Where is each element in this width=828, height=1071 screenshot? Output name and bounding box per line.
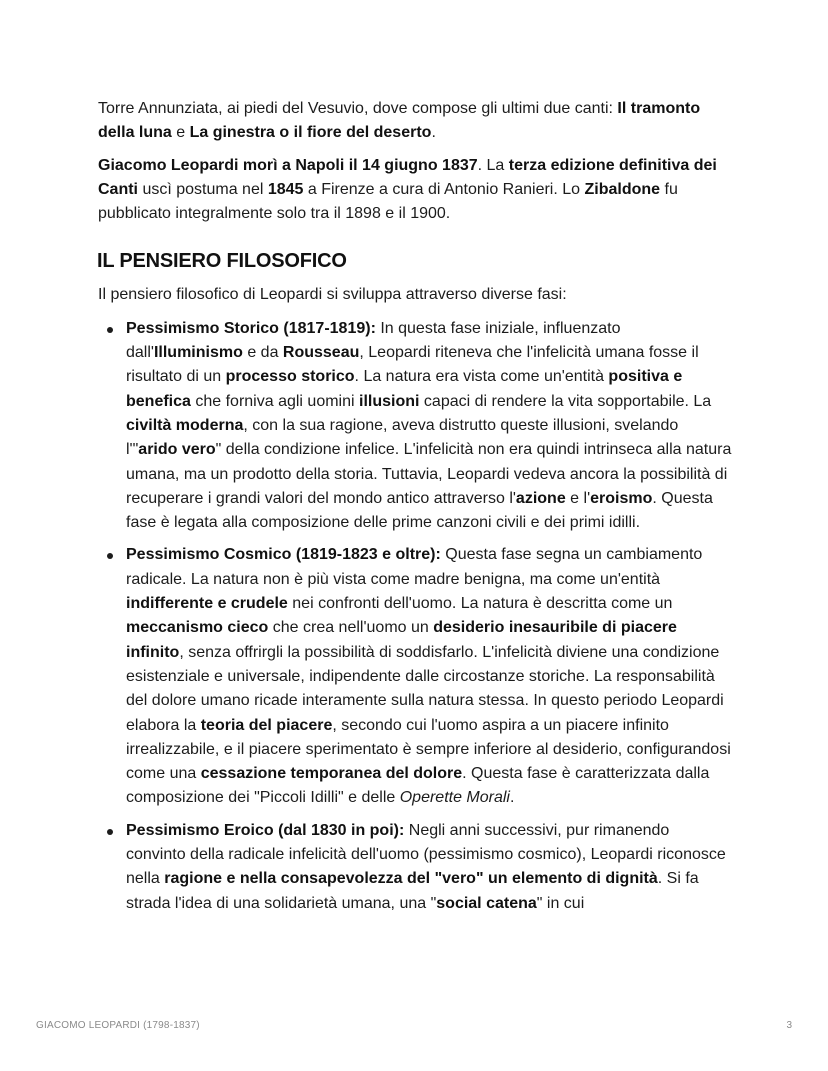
text-run: nei confronti dell'uomo. La natura è descritta come un (287, 595, 673, 613)
bold-text: terza edizione definitiva dei Canti (98, 156, 717, 198)
text-run: . Questa fase è legata alla composizione delle prime canzoni civili e dei primi idilli. (126, 489, 713, 532)
list-item-pessimismo-storico (98, 317, 732, 536)
text-run: . Si fa strada l'idea di una solidarietà umana, una " (126, 870, 699, 912)
bold-text: Rousseau (282, 344, 360, 362)
bold-text: processo storico (225, 368, 355, 386)
bold-text: meccanismo cieco (126, 619, 269, 637)
list-item-pessimismo-cosmico (98, 543, 732, 810)
bold-text: indifferente e crudele (126, 595, 288, 613)
text-run: a Firenze a cura di Antonio Ranieri. Lo (303, 180, 585, 198)
bold-text: eroismo (590, 489, 653, 507)
bold-text: civiltà moderna (126, 416, 244, 434)
intro-paragraph-2 (98, 154, 732, 227)
bold-text: Il tramonto della luna (98, 100, 701, 142)
text-run: Torre Annunziata, ai piedi del Vesuvio, dove compose gli ultimi due canti: (98, 100, 618, 117)
bold-text: illusioni (359, 392, 420, 410)
list-item-pessimismo-eroico (98, 819, 732, 916)
text-run: che forniva agli uomini (190, 392, 360, 410)
intro-paragraph-1 (98, 97, 732, 146)
section-lead: Il pensiero filosofico di Leopardi si sviluppa attraverso diverse fasi: (98, 286, 567, 304)
bold-text: azione (515, 489, 566, 507)
text-run: " in cui (536, 894, 585, 912)
text-run: " della condizione infelice. L'infelicità non era quindi intrinseca alla natura umana, ma un prodotto della storia. Tuttavia, Leopardi vedeva ancora la possibilità di recuperare i grandi valori del mondo antico attraverso l' (126, 441, 732, 507)
bullet-icon (107, 327, 113, 333)
text-run: , secondo cui l'uomo aspira a un piacere infinito irrealizzabile, e il piacere sperimentato è sempre inferiore al desiderio, configurandosi come una (126, 716, 731, 783)
text-run: e l' (565, 489, 591, 507)
text-run: , Leopardi riteneva che l'infelicità umana fosse il risultato di un (126, 344, 699, 386)
list-item-text (126, 320, 731, 531)
bold-text: Pessimismo Eroico (dal 1830 in poi): (126, 821, 405, 839)
bold-text: La ginestra o il fiore del deserto (189, 124, 432, 142)
text-run: che crea nell'uomo un (268, 619, 434, 637)
text-run: Negli anni successivi, pur rimanendo convinto della radicale infelicità dell'uomo (pessimismo cosmico), Leopardi riconosce nella (126, 821, 726, 888)
bullet-icon (107, 829, 113, 835)
bold-text: Pessimismo Cosmico (1819-1823 e oltre): (126, 546, 441, 564)
text-run: uscì postuma nel (138, 180, 268, 198)
text-run: . (431, 124, 436, 142)
text-run: fu pubblicato integralmente solo tra il 1898 e il 1900. (98, 180, 678, 223)
phases-list (98, 317, 732, 916)
bold-text: Pessimismo Storico (1817-1819): (126, 319, 376, 337)
bold-text: positiva e benefica (126, 368, 683, 410)
bold-text: 1845 (267, 180, 304, 198)
text-run: In questa fase iniziale, influenzato dall' (126, 319, 621, 362)
bold-text: Giacomo Leopardi morì a Napoli il 14 giugno 1837 (98, 156, 478, 174)
bold-text: arido vero (138, 441, 216, 459)
bold-text: social catena (436, 894, 537, 912)
bold-text: cessazione temporanea del dolore (200, 765, 463, 783)
text-run: , senza offrirgli la possibilità di soddisfarlo. L'infelicità diviene una condizione esistenziale e universale, indipendente dalle circostanze storiche. La responsabilità del dolore umano ricade interamente sulla natura stessa. In questo periodo Leopardi elabora la (126, 643, 724, 734)
italic-text: Operette Morali (399, 789, 510, 807)
text-run: Questa fase segna un cambiamento radicale. La natura non è più vista come madre benigna, ma come un'entità (126, 546, 703, 588)
list-item-text (126, 822, 726, 912)
bold-text: Zibaldone (584, 180, 661, 198)
text-run: e da (242, 344, 283, 362)
text-run: , con la sua ragione, aveva distrutto queste illusioni, svelando l'" (126, 416, 679, 459)
text-run: . La (477, 156, 509, 174)
text-run: . Questa fase è caratterizzata dalla composizione dei "Piccoli Idilli" e delle (126, 765, 710, 807)
text-run: . La natura era vista come un'entità (354, 368, 609, 386)
list-item-text (126, 546, 731, 806)
bold-text: teoria del piacere (200, 716, 333, 734)
bold-text: desiderio inesauribile di piacere infinito (126, 619, 677, 661)
footer-document-title: GIACOMO LEOPARDI (1798-1837) (36, 1020, 200, 1031)
bold-text: ragione e nella consapevolezza del "vero" un elemento di dignità (164, 870, 658, 888)
section-heading: IL PENSIERO FILOSOFICO (97, 250, 347, 273)
footer-page-number: 3 (786, 1020, 792, 1031)
text-run: . (509, 789, 515, 807)
bold-text: Illuminismo (153, 344, 243, 362)
document-page (98, 97, 732, 924)
bullet-icon (107, 553, 113, 559)
text-run: e (171, 124, 190, 142)
text-run: capaci di rendere la vita sopportabile. La (419, 392, 712, 410)
